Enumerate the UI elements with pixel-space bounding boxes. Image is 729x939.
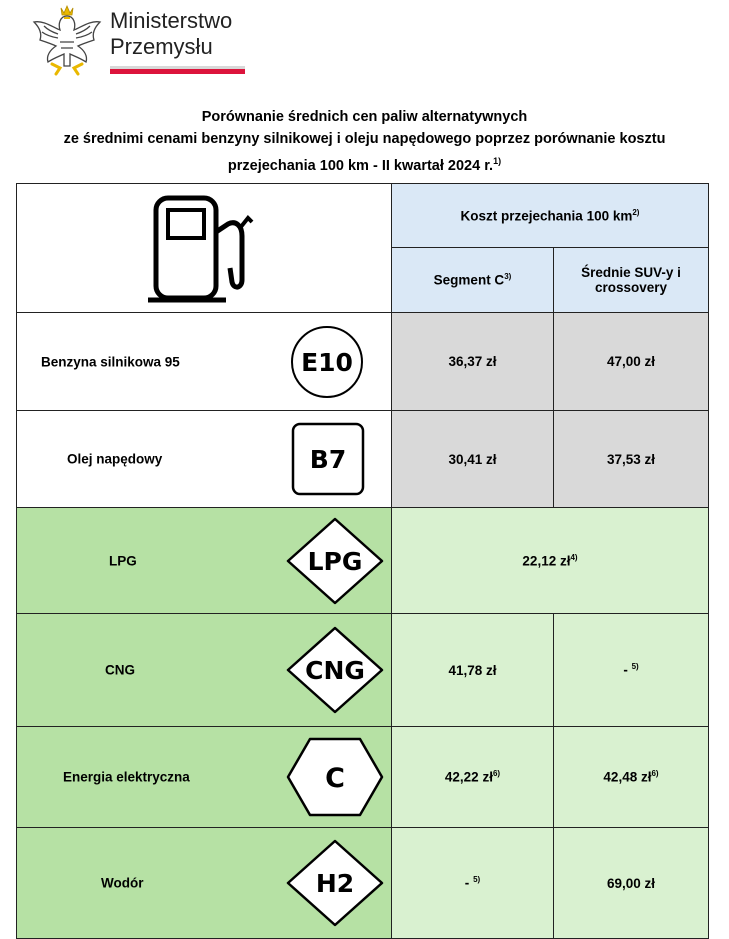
header-suv-crossover: Średnie SUV-y i crossovery: [554, 248, 709, 313]
svg-text:C: C: [325, 763, 345, 794]
eagle-emblem-icon: [30, 2, 104, 78]
table-row: [17, 614, 709, 727]
ministry-header: [30, 0, 260, 82]
lpg-badge-icon: [285, 516, 385, 606]
cost-suv: 69,00 zł: [554, 828, 709, 939]
ministry-name-line2: Przemysłu: [110, 34, 213, 59]
svg-text:CNG: CNG: [305, 656, 365, 685]
b7-badge-icon: [291, 422, 365, 496]
fuel-label: Wodór: [101, 875, 144, 891]
title-line1: Porównanie średnich cen paliw alternatywnych: [201, 109, 528, 125]
fuel-cell-petrol: [17, 313, 392, 411]
fuel-cell-electric: [17, 727, 392, 828]
e10-badge-icon: [289, 324, 365, 400]
fuel-label: LPG: [109, 553, 137, 568]
fuel-pump-icon: [144, 192, 264, 304]
cng-badge-icon: [285, 625, 385, 715]
svg-text:E10: E10: [301, 347, 353, 377]
cost-suv: 42,48 $zł^{6)}$: [554, 727, 709, 828]
ministry-name: [110, 8, 232, 60]
cost-merged-lpg: 22,12 $zł^{4)}$: [392, 508, 709, 614]
fuel-pump-cell: [17, 184, 392, 313]
document-title: [0, 106, 729, 177]
flag-bar: [110, 66, 245, 74]
table-row: [17, 313, 709, 411]
cost-suv: 37,53 zł: [554, 411, 709, 508]
svg-text:B7: B7: [309, 445, 347, 474]
fuel-label: Benzyna silnikowa 95: [41, 354, 180, 369]
c-hexagon-badge-icon: [285, 736, 385, 818]
fuel-label: Olej napędowy: [67, 451, 163, 467]
table-row: [17, 828, 709, 939]
cost-suv: - $^{5)}$: [554, 614, 709, 727]
ministry-name-line1: Ministerstwo: [110, 8, 233, 33]
cost-segment-c: 30,41 zł: [392, 411, 554, 508]
cost-segment-c: 42,22 $zł^{6)}$: [392, 727, 554, 828]
fuel-cell-hydrogen: [17, 828, 392, 939]
table-row: [17, 508, 709, 614]
title-line3: przejechania 100 km - II kwartał 2024 r.$^{1)}$: [227, 156, 502, 174]
header-segment-c: Segment $C^{3)}$: [392, 248, 554, 313]
cost-segment-c: - $^{5)}$: [392, 828, 554, 939]
svg-text:H2: H2: [315, 869, 355, 898]
h2-badge-icon: [285, 838, 385, 928]
title-footnote: 1): [493, 156, 502, 166]
table-row: [17, 411, 709, 508]
title-line2: ze średnimi cenami benzyny silnikowej i oleju napędowego poprzez porównanie kosztu: [63, 131, 666, 147]
cost-segment-c: 41,78 zł: [392, 614, 554, 727]
fuel-label: CNG: [105, 662, 135, 678]
fuel-cell-diesel: [17, 411, 392, 508]
fuel-cell-cng: [17, 614, 392, 727]
cost-suv: 47,00 zł: [554, 313, 709, 411]
cost-segment-c: 36,37 zł: [392, 313, 554, 411]
table-row: [17, 727, 709, 828]
fuel-label: Energia elektryczna: [63, 769, 190, 785]
cost-comparison-table: [16, 183, 709, 939]
fuel-cell-lpg: [17, 508, 392, 614]
svg-text:LPG: LPG: [307, 546, 363, 576]
header-cost-per-100km: Koszt przejechania 100 $km^{2)}$: [392, 184, 709, 248]
